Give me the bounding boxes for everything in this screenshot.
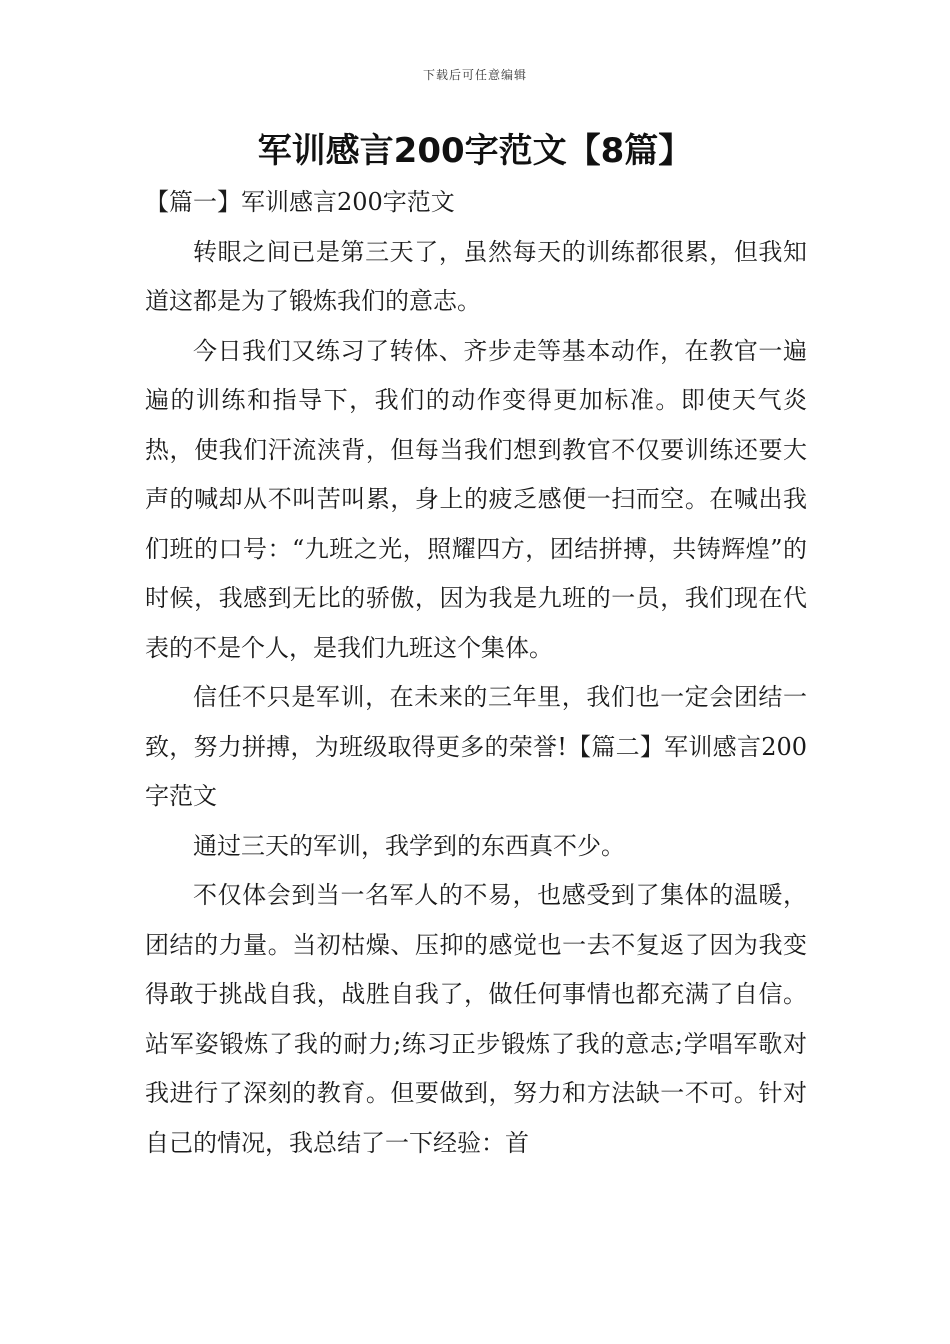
document-title: 军训感言200字范文【8篇】 xyxy=(257,131,693,171)
paragraph: 不仅体会到当一名军人的不易，也感受到了集体的温暖，团结的力量。当初枯燥、压抑的感觉也一去不复返了因为我变得敢于挑战自我，战胜自我了，做任何事情也都充满了自信。站军姿锻炼了我的耐力;练习正步锻炼了我的意志;学唱军歌对我进行了深刻的教育。但要做到，努力和方法缺一不可。针对自己的情况，我总结了一下经验：首 xyxy=(145,881,807,1157)
document-body xyxy=(145,178,807,1168)
paragraph: 通过三天的军训，我学到的东西真不少。 xyxy=(193,831,625,860)
header-note: 下载后可任意编辑 xyxy=(422,68,527,82)
paragraph: 转眼之间已是第三天了，虽然每天的训练都很累，但我知道这都是为了锻炼我们的意志。 xyxy=(145,237,807,315)
section-heading-1: 【篇一】军训感言200字范文 xyxy=(145,188,455,216)
paragraph: 今日我们又练习了转体、齐步走等基本动作，在教官一遍遍的训练和指导下，我们的动作变得更加标准。即使天气炎热，使我们汗流浃背，但每当我们想到教官不仅要训练还要大声的喊却从不叫苦叫累，身上的疲乏感便一扫而空。在喊出我们班的口号：“九班之光，照耀四方，团结拼搏，共铸辉煌”的时候，我感到无比的骄傲，因为我是九班的一员，我们现在代表的不是个人，是我们九班这个集体。 xyxy=(145,336,807,662)
paragraph: 信任不只是军训，在未来的三年里，我们也一定会团结一致，努力拼搏，为班级取得更多的荣誉!【篇二】军训感言200字范文 xyxy=(145,683,807,810)
